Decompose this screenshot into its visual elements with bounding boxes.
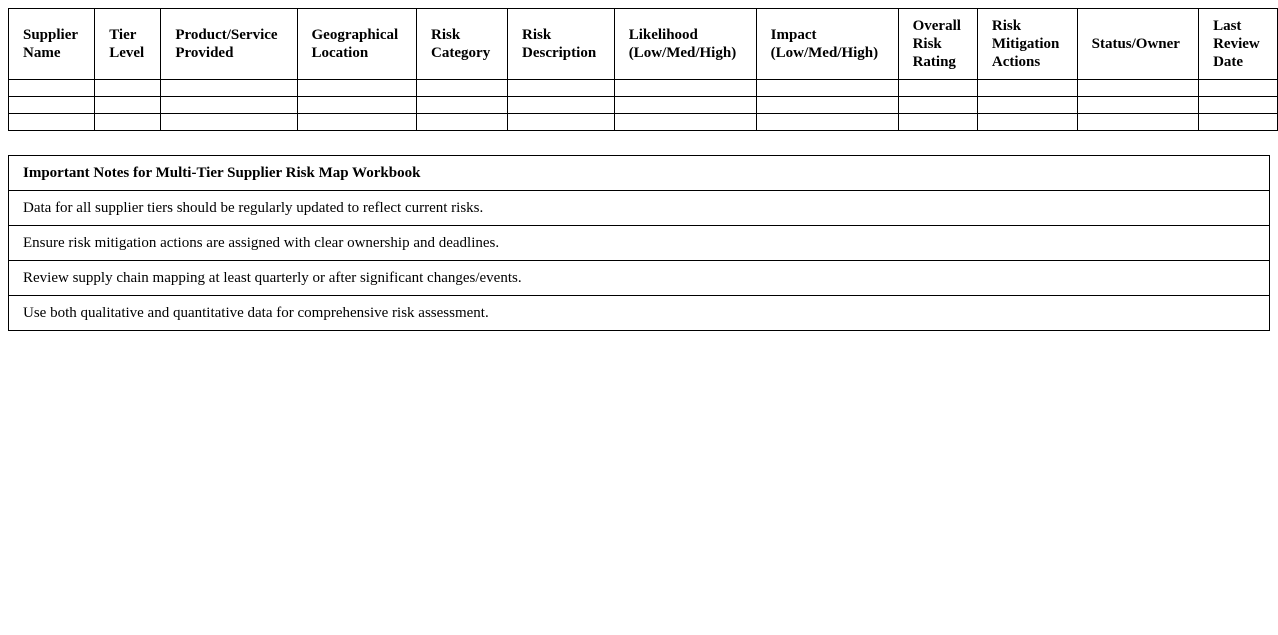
- table-cell[interactable]: [756, 80, 898, 97]
- table-header-row: [9, 9, 1278, 80]
- note-row: [9, 226, 1270, 261]
- note-item: Review supply chain mapping at least quarterly or after significant changes/events.: [9, 261, 1270, 296]
- table-cell[interactable]: [898, 80, 977, 97]
- table-cell[interactable]: [898, 114, 977, 131]
- table-cell[interactable]: [508, 114, 615, 131]
- header-risk-description: Risk Description: [508, 9, 615, 80]
- table-cell[interactable]: [1199, 114, 1278, 131]
- table-cell[interactable]: [1199, 97, 1278, 114]
- header-risk-category: Risk Category: [417, 9, 508, 80]
- table-cell[interactable]: [417, 80, 508, 97]
- header-impact: Impact (Low/Med/High): [756, 9, 898, 80]
- table-cell[interactable]: [297, 80, 417, 97]
- header-overall-risk-rating: Overall Risk Rating: [898, 9, 977, 80]
- header-supplier-name: Supplier Name: [9, 9, 95, 80]
- table-cell[interactable]: [508, 80, 615, 97]
- table-cell[interactable]: [161, 97, 297, 114]
- table-cell[interactable]: [297, 114, 417, 131]
- note-item: Ensure risk mitigation actions are assigned with clear ownership and deadlines.: [9, 226, 1270, 261]
- table-cell[interactable]: [756, 97, 898, 114]
- notes-title-row: [9, 156, 1270, 191]
- table-cell[interactable]: [9, 114, 95, 131]
- table-cell[interactable]: [161, 114, 297, 131]
- table-cell[interactable]: [898, 97, 977, 114]
- header-status-owner: Status/Owner: [1077, 9, 1198, 80]
- note-item: Data for all supplier tiers should be regularly updated to reflect current risks.: [9, 191, 1270, 226]
- note-row: [9, 261, 1270, 296]
- table-cell[interactable]: [614, 97, 756, 114]
- notes-title: Important Notes for Multi-Tier Supplier Risk Map Workbook: [9, 156, 1270, 191]
- note-row: [9, 191, 1270, 226]
- table-cell[interactable]: [297, 97, 417, 114]
- notes-table: [8, 155, 1270, 331]
- table-cell[interactable]: [1077, 80, 1198, 97]
- table-cell[interactable]: [9, 97, 95, 114]
- table-cell[interactable]: [95, 97, 161, 114]
- header-likelihood: Likelihood (Low/Med/High): [614, 9, 756, 80]
- table-cell[interactable]: [508, 97, 615, 114]
- table-cell[interactable]: [417, 97, 508, 114]
- table-cell[interactable]: [756, 114, 898, 131]
- table-cell[interactable]: [977, 97, 1077, 114]
- table-cell[interactable]: [1077, 97, 1198, 114]
- table-cell[interactable]: [1199, 80, 1278, 97]
- table-cell[interactable]: [95, 80, 161, 97]
- note-item: Use both qualitative and quantitative data for comprehensive risk assessment.: [9, 296, 1270, 331]
- table-cell[interactable]: [417, 114, 508, 131]
- header-product-service: Product/Service Provided: [161, 9, 297, 80]
- table-cell[interactable]: [977, 114, 1077, 131]
- table-cell[interactable]: [95, 114, 161, 131]
- header-risk-mitigation-actions: Risk Mitigation Actions: [977, 9, 1077, 80]
- table-cell[interactable]: [614, 114, 756, 131]
- table-cell[interactable]: [614, 80, 756, 97]
- table-cell[interactable]: [1077, 114, 1198, 131]
- table-row: [9, 97, 1278, 114]
- note-row: [9, 296, 1270, 331]
- header-tier-level: Tier Level: [95, 9, 161, 80]
- table-row: [9, 80, 1278, 97]
- table-cell[interactable]: [9, 80, 95, 97]
- table-cell[interactable]: [977, 80, 1077, 97]
- header-geographical-location: Geographical Location: [297, 9, 417, 80]
- table-cell[interactable]: [161, 80, 297, 97]
- supplier-risk-table: [8, 8, 1278, 131]
- header-last-review-date: Last Review Date: [1199, 9, 1278, 80]
- table-row: [9, 114, 1278, 131]
